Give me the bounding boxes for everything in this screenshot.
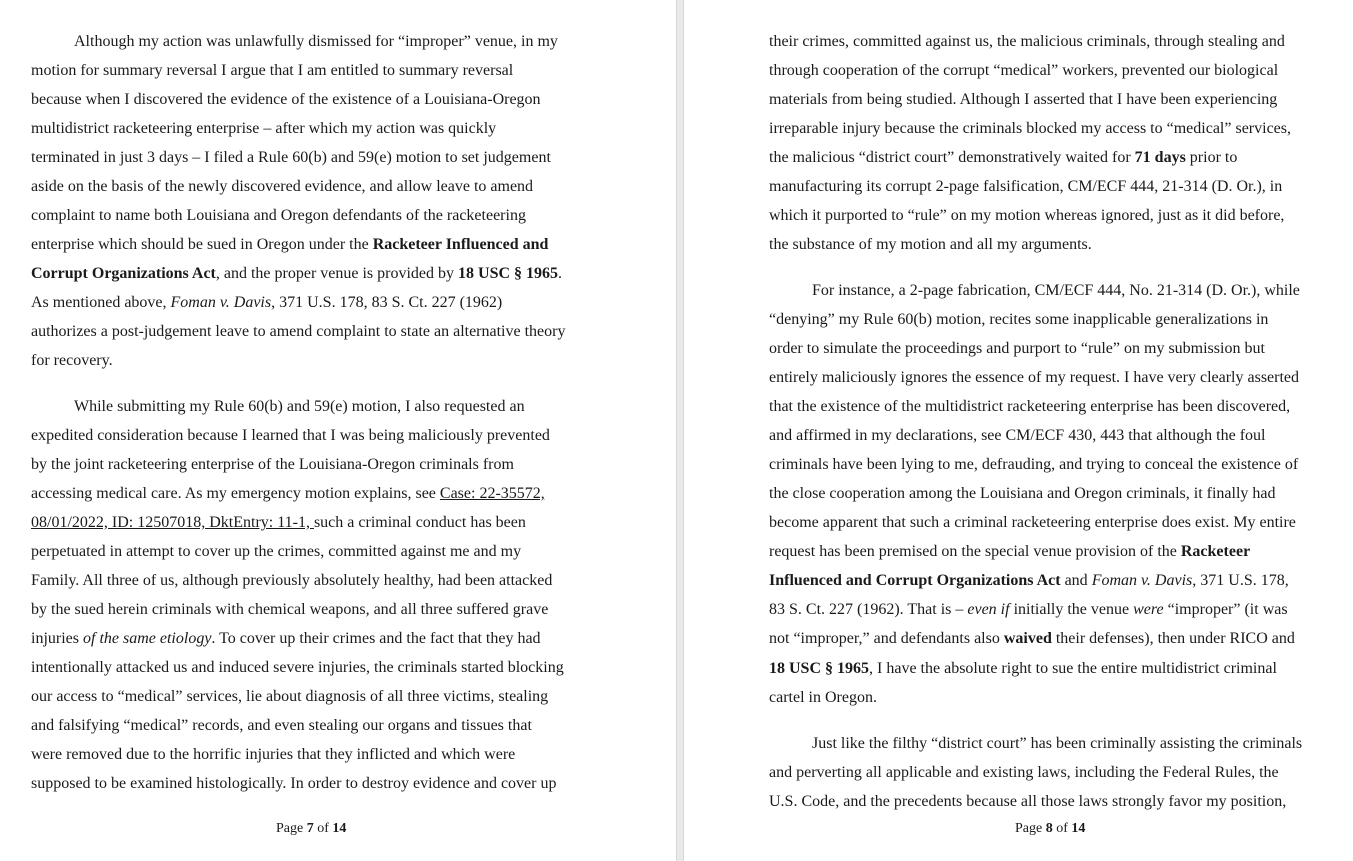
text-run: criminals have been lying to me, defrauding, and trying to conceal the existence of [769,456,1299,473]
page-number [1015,820,1085,838]
text-run: authorizes a post-judgement leave to amend complaint to state an alternative theory [31,323,566,340]
text-run: because when I discovered the evidence of the existence of a Louisiana-Oregon [31,91,541,108]
text-line [769,310,1268,330]
bold-text: 8 [1045,821,1053,836]
text-run: U.S. Code, and the precedents because all those laws strongly favor my position, [769,793,1287,810]
text-run: While submitting my Rule 60(b) and 59(e) motion, I also requested an [74,398,525,415]
text-line [769,368,1299,388]
text-line [31,600,548,620]
text-line [769,426,1266,446]
text-line [74,32,558,52]
text-run: multidistrict racketeering enterprise – after which my action was quickly [31,120,497,137]
text-run: through cooperation of the corrupt “medical” workers, prevented our biological [769,62,1279,79]
text-line [769,542,1250,562]
text-line [769,629,1295,649]
text-line [31,293,502,313]
text-line [769,61,1278,81]
text-run: initially the venue [1009,601,1134,618]
text-run: request has been premised on the special venue provision of the [769,543,1181,560]
text-run: by the joint racketeering enterprise of the Louisiana-Oregon criminals from [31,456,514,473]
text-run: accessing medical care. As my emergency motion explains, see [31,485,440,502]
text-run: injuries [31,630,83,647]
text-run: the close cooperation among the Louisiana and Oregon criminals, it finally had [769,485,1276,502]
text-run: Just like the filthy “district court” has been criminally assisting the criminals [812,735,1303,752]
text-run: Although my action was unlawfully dismissed for “improper” venue, in my [74,33,558,50]
text-line [769,688,877,708]
text-line [769,32,1285,52]
text-run: for recovery. [31,352,113,369]
page-divider [676,0,684,861]
text-run: materials from being studied. Although I asserted that I have been experiencing [769,91,1278,108]
bold-text: Racketeer Influenced and [372,236,549,253]
bold-text: 14 [332,821,347,836]
text-run: of [313,821,333,836]
text-line [812,734,1302,754]
text-line [31,629,541,649]
text-line [31,716,532,736]
text-run: the malicious “district court” demonstratively waited for [769,149,1135,166]
text-line [769,339,1265,359]
text-run: were removed due to the horrific injuries that they inflicted and which were [31,746,516,763]
text-line [769,571,1289,591]
text-run: by the sued herein criminals with chemical weapons, and all three suffered grave [31,601,549,618]
text-line [31,90,541,110]
text-line [31,571,552,591]
text-line [769,659,1277,679]
text-line [31,119,496,139]
text-line [769,90,1277,110]
text-run: 83 S. Ct. 227 (1962). That is – [769,601,968,618]
bold-text: 71 days [1134,149,1186,166]
text-run: For instance, a 2-page fabrication, CM/ECF 444, No. 21-314 (D. Or.), while [812,282,1300,299]
text-line [812,281,1300,301]
page-8 [684,0,1353,861]
text-line [769,455,1298,475]
text-line [31,484,545,504]
text-run: such a criminal conduct has been [313,514,526,531]
text-run: manufacturing its corrupt 2-page falsification, CM/ECF 444, 21-314 (D. Or.), in [769,178,1283,195]
page-number [276,820,346,838]
text-line [31,206,526,226]
text-line [769,148,1237,168]
citation-link-text: 08/01/2022, ID: 12507018, DktEntry: 11-1, [31,514,314,531]
text-line [31,351,113,371]
text-run: complaint to name both Louisiana and Oregon defendants of the racketeering [31,207,526,224]
text-run: As mentioned above, [31,294,171,311]
italic-text: of the same etiology [83,630,212,647]
text-run: . [558,265,563,282]
text-run: , I have the absolute right to sue the entire multidistrict criminal [869,660,1277,677]
text-run: terminated in just 3 days – I filed a Rule 60(b) and 59(e) motion to set judgement [31,149,551,166]
text-run: intentionally attacked us and induced severe injuries, the criminals started blocking [31,659,564,676]
text-line [769,235,1092,255]
bold-text: 18 USC § 1965 [769,660,870,677]
italic-text: Foman v. Davis [170,294,272,311]
italic-text: were [1133,601,1164,618]
text-run: “improper” (it was [1163,601,1288,618]
text-run: entirely maliciously ignores the essence of my request. I have very clearly asserted [769,369,1300,386]
text-line [769,484,1276,504]
citation-link-text: Case: 22-35572, [439,485,545,502]
italic-text: Foman v. Davis [1091,572,1193,589]
text-line [31,513,526,533]
text-run: “denying” my Rule 60(b) motion, recites some inapplicable generalizations in [769,311,1269,328]
text-run: our access to “medical” services, lie about diagnosis of all three victims, stealing [31,688,549,705]
text-line [31,745,515,765]
text-run: which it purported to “rule” on my motion whereas ignored, just as it did before, [769,207,1285,224]
text-run: perpetuated in attempt to cover up the crimes, committed against me and my [31,543,522,560]
text-line [31,542,521,562]
text-run: and falsifying “medical” records, and even stealing our organs and tissues that [31,717,532,734]
text-run: . To cover up their crimes and the fact that they had [211,630,541,647]
text-run: expedited consideration because I learned that I was being maliciously prevented [31,427,550,444]
text-run: become apparent that such a criminal racketeering enterprise does exist. My entire [769,514,1296,531]
text-run: , 371 U.S. 178, [1192,572,1289,589]
text-line [31,235,548,255]
text-line [769,600,1288,620]
text-run: Family. All three of us, although previously absolutely healthy, had been attacked [31,572,553,589]
text-run: irreparable injury because the criminals blocked my access to “medical” services, [769,120,1291,137]
text-run: and [1060,572,1092,589]
text-run: order to simulate the proceedings and purport to “rule” on my submission but [769,340,1265,357]
text-line [31,658,564,678]
text-run: their defenses), then under RICO and [1051,630,1295,647]
bold-text: 7 [306,821,314,836]
text-line [769,177,1282,197]
bold-text: 18 USC § 1965 [458,265,559,282]
text-run: cartel in Oregon. [769,689,877,706]
text-line [31,687,548,707]
text-run: that the existence of the multidistrict racketeering enterprise has been discovered, [769,398,1291,415]
bold-text: Corrupt Organizations Act [31,265,216,282]
text-run: Page [276,821,307,836]
text-run: and affirmed in my declarations, see CM/ECF 430, 443 that although the foul [769,427,1266,444]
text-line [31,177,533,197]
text-run: aside on the basis of the newly discovered evidence, and allow leave to amend [31,178,534,195]
bold-text: 14 [1071,821,1086,836]
page-7 [0,0,676,861]
text-line [74,397,525,417]
text-run: not “improper,” and defendants also [769,630,1004,647]
text-line [31,61,513,81]
text-line [31,264,562,284]
text-run: their crimes, committed against us, the malicious criminals, through stealing and [769,33,1285,50]
text-line [769,397,1290,417]
text-line [31,455,514,475]
text-run: and perverting all applicable and existing laws, including the Federal Rules, the [769,764,1279,781]
text-line [31,148,551,168]
text-line [769,792,1286,812]
text-line [31,322,565,342]
italic-text: even if [967,601,1010,618]
text-run: , 371 U.S. 178, 83 S. Ct. 227 (1962) [271,294,503,311]
text-run: , and the proper venue is provided by [215,265,459,282]
text-run: enterprise which should be sued in Oregon under the [31,236,373,253]
text-line [769,206,1284,226]
text-line [769,763,1279,783]
text-run: motion for summary reversal I argue that I am entitled to summary reversal [31,62,514,79]
text-run: the substance of my motion and all my arguments. [769,236,1092,253]
text-line [31,774,556,794]
text-run: supposed to be examined histologically. In order to destroy evidence and cover up [31,775,557,792]
text-line [31,426,550,446]
text-run: prior to [1185,149,1238,166]
text-run: Page [1015,821,1046,836]
text-line [769,513,1296,533]
bold-text: Influenced and Corrupt Organizations Act [769,572,1061,589]
bold-text: Racketeer [1180,543,1251,560]
bold-text: waived [1003,630,1052,647]
text-line [769,119,1291,139]
text-run: of [1052,821,1072,836]
